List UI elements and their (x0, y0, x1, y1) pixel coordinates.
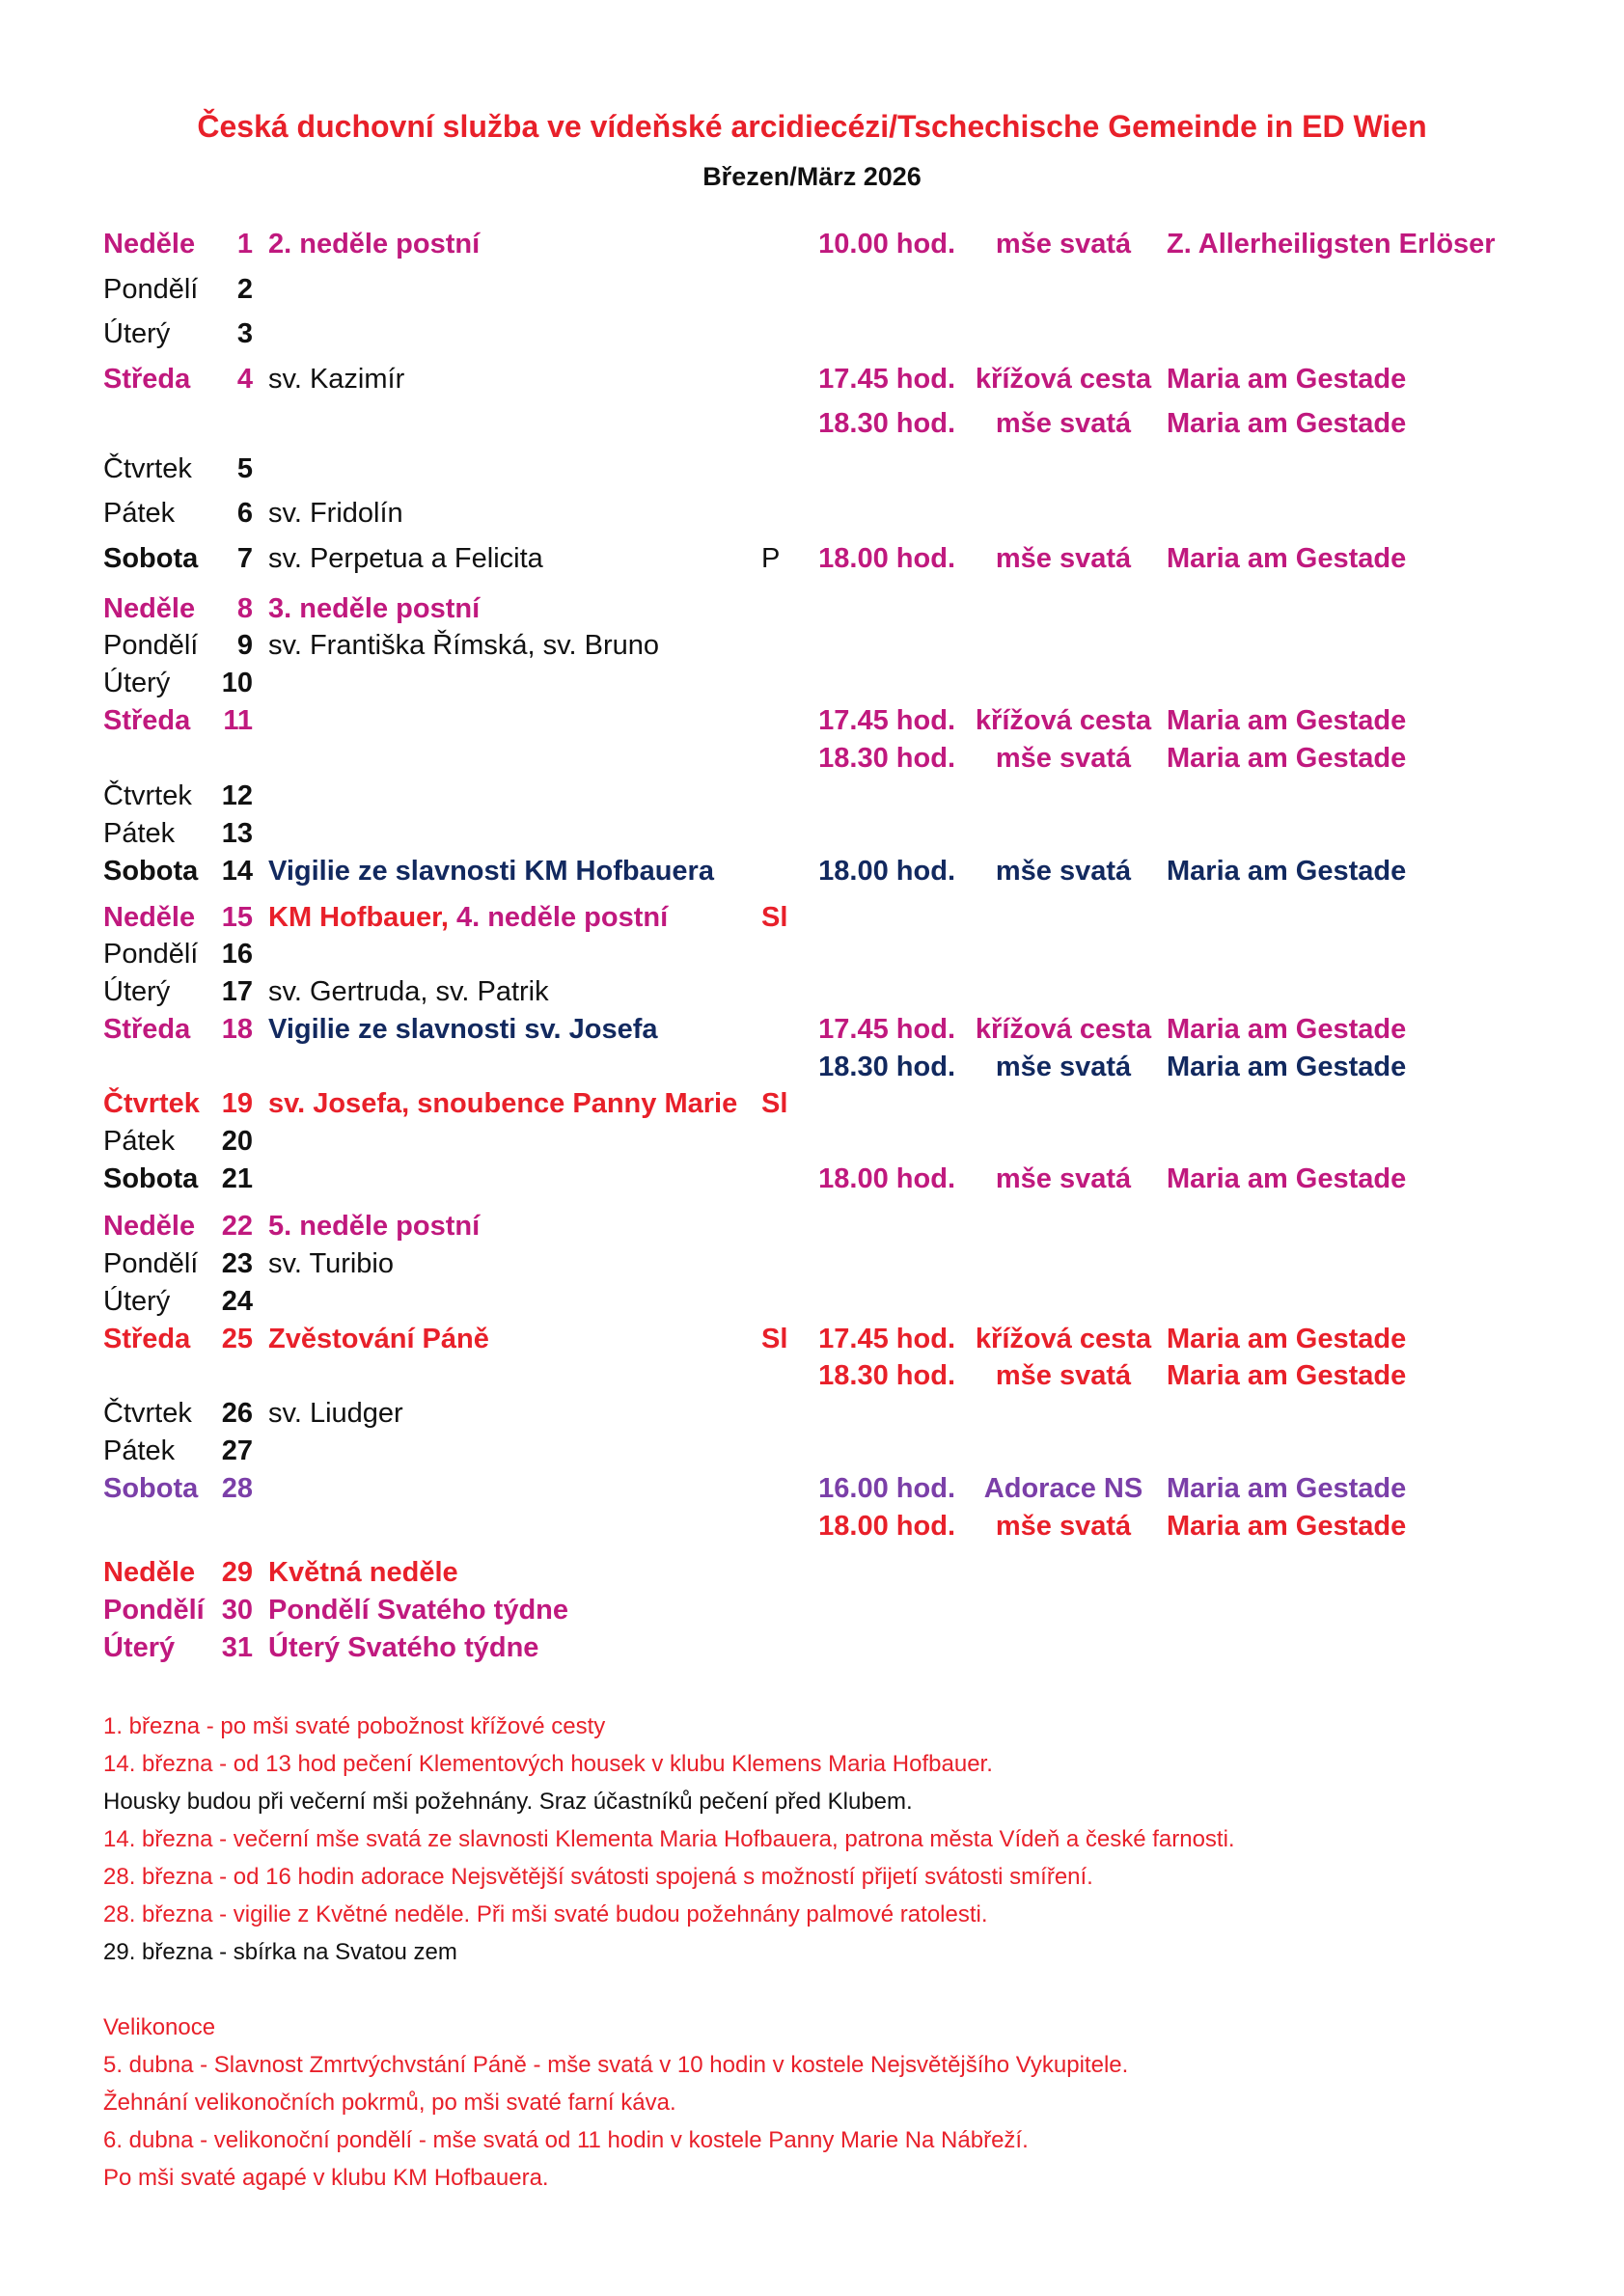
day-name: Čtvrtek (103, 780, 192, 811)
service-location: Maria am Gestade (1167, 1511, 1407, 1542)
day-name: Čtvrtek (103, 1398, 192, 1429)
service-location: Maria am Gestade (1167, 1052, 1407, 1082)
service-location: Maria am Gestade (1167, 1473, 1407, 1504)
note-spacer (103, 1971, 1551, 2009)
service-type: mše svatá (995, 743, 1132, 774)
note-line: Žehnání velikonočních pokrmů, po mši svaté farní káva. (103, 2090, 676, 2116)
service-time: 16.00 hod. (818, 1473, 955, 1504)
note-line: Housky budou při večerní mši požehnány. Sraz účastníků pečení před Klubem. (103, 1789, 913, 1815)
day-name: Čtvrtek (103, 453, 192, 484)
day-number: 28 (221, 1473, 253, 1504)
day-name: Pátek (103, 818, 176, 849)
service-time: 10.00 hod. (818, 229, 955, 260)
schedule-row (0, 701, 1624, 740)
service-location: Maria am Gestade (1167, 705, 1407, 736)
day-name: Neděle (103, 229, 196, 260)
schedule-row (0, 898, 1624, 937)
day-name: Pondělí (103, 1248, 199, 1279)
schedule-row (0, 1356, 1624, 1395)
day-name: Neděle (103, 593, 196, 624)
day-number: 26 (221, 1398, 253, 1429)
schedule-row (0, 450, 1624, 488)
schedule-row (0, 664, 1624, 702)
service-type: křížová cesta (975, 1324, 1152, 1354)
schedule-row (0, 270, 1624, 309)
day-number: 15 (221, 902, 253, 933)
service-type: mše svatá (995, 1360, 1132, 1391)
schedule-row (0, 972, 1624, 1011)
day-number: 22 (221, 1211, 253, 1242)
event-name: sv. Turibio (268, 1248, 395, 1279)
schedule-row (0, 1591, 1624, 1629)
service-type: křížová cesta (975, 1014, 1152, 1045)
event-name: 2. neděle postní (268, 229, 481, 260)
schedule-row (0, 1432, 1624, 1470)
day-name: Úterý (103, 976, 171, 1007)
day-number: 10 (221, 668, 253, 698)
note-line: 28. března - od 16 hodin adorace Nejsvětější svátosti spojená s možností přijetí svátosti smíření. (103, 1864, 1093, 1890)
service-time: 17.45 hod. (818, 705, 955, 736)
page-title: Česká duchovní služba ve vídeňské arcidiecézi/Tschechische Gemeinde in ED Wien (197, 109, 1427, 144)
day-name: Úterý (103, 318, 171, 349)
service-location: Maria am Gestade (1167, 543, 1407, 574)
schedule-row (0, 1628, 1624, 1667)
service-location: Maria am Gestade (1167, 743, 1407, 774)
service-time: 17.45 hod. (818, 364, 955, 395)
schedule-row (0, 1320, 1624, 1358)
day-name: Sobota (103, 1163, 199, 1194)
day-number: 25 (221, 1324, 253, 1354)
note-line: 14. března - večerní mše svatá ze slavnosti Klementa Maria Hofbauera, patrona města Vídeň a české farnosti. (103, 1826, 1235, 1852)
day-name: Pondělí (103, 1595, 205, 1626)
day-name: Úterý (103, 1632, 176, 1663)
day-number: 13 (221, 818, 253, 849)
service-location: Maria am Gestade (1167, 408, 1407, 439)
day-name: Pondělí (103, 274, 199, 305)
schedule-row (0, 1207, 1624, 1245)
schedule-row (0, 1084, 1624, 1123)
day-name: Středa (103, 1014, 191, 1045)
schedule-row (0, 1282, 1624, 1321)
service-type: mše svatá (995, 229, 1132, 260)
day-number: 19 (221, 1088, 253, 1119)
service-location: Z. Allerheiligsten Erlöser (1167, 229, 1496, 260)
event-name: Úterý Svatého týdne (268, 1632, 539, 1663)
event-name: Květná neděle (268, 1557, 458, 1588)
schedule-row (0, 852, 1624, 890)
day-number: 2 (236, 274, 253, 305)
service-location: Maria am Gestade (1167, 1014, 1407, 1045)
service-location: Maria am Gestade (1167, 364, 1407, 395)
service-time: 18.00 hod. (818, 1511, 955, 1542)
event-name: sv. Gertruda, sv. Patrik (268, 976, 549, 1007)
schedule-row (0, 777, 1624, 815)
event-name: sv. Kazimír (268, 364, 405, 395)
service-time: 18.00 hod. (818, 856, 955, 887)
schedule-row (0, 1394, 1624, 1433)
day-number: 8 (236, 593, 253, 624)
event-name: KM Hofbauer, 4. neděle postní (268, 902, 669, 933)
event-name: sv. Fridolín (268, 498, 403, 529)
service-type: mše svatá (995, 543, 1132, 574)
schedule-row (0, 494, 1624, 533)
day-number: 9 (236, 630, 253, 661)
feast-rank-mark: Sl (761, 1324, 788, 1354)
schedule-row (0, 539, 1624, 578)
schedule-row (0, 225, 1624, 263)
note-line: 6. dubna - velikonoční pondělí - mše svatá od 11 hodin v kostele Panny Marie Na Nábřeží. (103, 2127, 1029, 2153)
day-number: 3 (236, 318, 253, 349)
service-type: křížová cesta (975, 705, 1152, 736)
service-time: 18.30 hod. (818, 743, 955, 774)
day-name: Neděle (103, 1557, 196, 1588)
schedule-row (0, 1469, 1624, 1508)
event-name: Pondělí Svatého týdne (268, 1595, 568, 1626)
service-location: Maria am Gestade (1167, 1360, 1407, 1391)
service-time: 18.30 hod. (818, 408, 955, 439)
day-name: Sobota (103, 1473, 199, 1504)
service-time: 18.30 hod. (818, 1052, 955, 1082)
day-number: 31 (221, 1632, 253, 1663)
schedule-row (0, 1244, 1624, 1283)
service-time: 18.30 hod. (818, 1360, 955, 1391)
day-name: Středa (103, 364, 191, 395)
schedule-row (0, 1048, 1624, 1086)
day-name: Pátek (103, 1435, 176, 1466)
day-name: Pátek (103, 498, 176, 529)
feast-rank-mark: Sl (761, 902, 788, 933)
service-location: Maria am Gestade (1167, 856, 1407, 887)
day-number: 5 (236, 453, 253, 484)
service-time: 17.45 hod. (818, 1014, 955, 1045)
note-line: 5. dubna - Slavnost Zmrtvýchvstání Páně - mše svatá v 10 hodin v kostele Nejsvětějšího Vykupitele. (103, 2052, 1129, 2078)
event-name: sv. Liudger (268, 1398, 403, 1429)
event-name-continued: 4. neděle postní (448, 902, 669, 933)
schedule-row (0, 1122, 1624, 1161)
day-name: Pondělí (103, 630, 199, 661)
day-name: Středa (103, 705, 191, 736)
note-line: Velikonoce (103, 2014, 216, 2040)
day-number: 16 (221, 939, 253, 970)
service-type: mše svatá (995, 1052, 1132, 1082)
day-number: 21 (221, 1163, 253, 1194)
feast-rank-mark: Sl (761, 1088, 788, 1119)
schedule-row (0, 1553, 1624, 1592)
day-number: 6 (236, 498, 253, 529)
schedule-row (0, 1160, 1624, 1198)
day-name: Neděle (103, 902, 196, 933)
service-type: mše svatá (995, 408, 1132, 439)
day-number: 18 (221, 1014, 253, 1045)
event-name: 3. neděle postní (268, 593, 481, 624)
note-line: 29. března - sbírka na Svatou zem (103, 1939, 457, 1965)
service-time: 18.00 hod. (818, 543, 955, 574)
schedule-row (0, 1507, 1624, 1545)
day-number: 12 (221, 780, 253, 811)
feast-rank-mark: P (761, 543, 781, 574)
note-line: 1. března - po mši svaté pobožnost křížové cesty (103, 1713, 606, 1739)
note-line: 14. března - od 13 hod pečení Klementových housek v klubu Klemens Maria Hofbauer. (103, 1751, 993, 1777)
day-number: 30 (221, 1595, 253, 1626)
day-number: 23 (221, 1248, 253, 1279)
note-line: 28. března - vigilie z Květné neděle. Při mši svaté budou požehnány palmové ratolesti. (103, 1901, 988, 1927)
schedule-row (0, 314, 1624, 353)
note-line: Po mši svaté agapé v klubu KM Hofbauera. (103, 2165, 549, 2191)
day-name: Čtvrtek (103, 1088, 200, 1119)
event-name: Zvěstování Páně (268, 1324, 489, 1354)
day-number: 14 (221, 856, 253, 887)
day-name: Úterý (103, 1286, 171, 1317)
service-type: Adorace NS (983, 1473, 1143, 1504)
day-name: Pondělí (103, 939, 199, 970)
day-number: 1 (236, 229, 253, 260)
event-name: Vigilie ze slavnosti KM Hofbauera (268, 856, 714, 887)
service-type: křížová cesta (975, 364, 1152, 395)
day-name: Sobota (103, 856, 199, 887)
day-name: Sobota (103, 543, 199, 574)
day-number: 17 (221, 976, 253, 1007)
service-type: mše svatá (995, 1163, 1132, 1194)
day-name: Neděle (103, 1211, 196, 1242)
schedule-row (0, 360, 1624, 398)
day-number: 29 (221, 1557, 253, 1588)
service-location: Maria am Gestade (1167, 1324, 1407, 1354)
day-name: Středa (103, 1324, 191, 1354)
schedule-row (0, 589, 1624, 628)
service-time: 17.45 hod. (818, 1324, 955, 1354)
month-subtitle: Březen/März 2026 (702, 162, 922, 191)
service-time: 18.00 hod. (818, 1163, 955, 1194)
event-name: sv. Josefa, snoubence Panny Marie (268, 1088, 738, 1119)
event-name: Vigilie ze slavnosti sv. Josefa (268, 1014, 658, 1045)
schedule-row (0, 626, 1624, 665)
notes-section (103, 1708, 1551, 2197)
event-name: sv. Františka Římská, sv. Bruno (268, 630, 660, 661)
day-name: Pátek (103, 1126, 176, 1157)
schedule-row (0, 1010, 1624, 1049)
schedule-row (0, 739, 1624, 778)
schedule-row (0, 935, 1624, 973)
schedule-row (0, 404, 1624, 443)
day-number: 27 (221, 1435, 253, 1466)
day-number: 4 (236, 364, 253, 395)
service-type: mše svatá (995, 856, 1132, 887)
day-number: 11 (223, 705, 253, 736)
event-name: 5. neděle postní (268, 1211, 481, 1242)
day-number: 7 (236, 543, 253, 574)
day-name: Úterý (103, 668, 171, 698)
day-number: 24 (221, 1286, 253, 1317)
day-number: 20 (221, 1126, 253, 1157)
service-type: mše svatá (995, 1511, 1132, 1542)
schedule-row (0, 814, 1624, 853)
service-location: Maria am Gestade (1167, 1163, 1407, 1194)
event-name: sv. Perpetua a Felicita (268, 543, 543, 574)
